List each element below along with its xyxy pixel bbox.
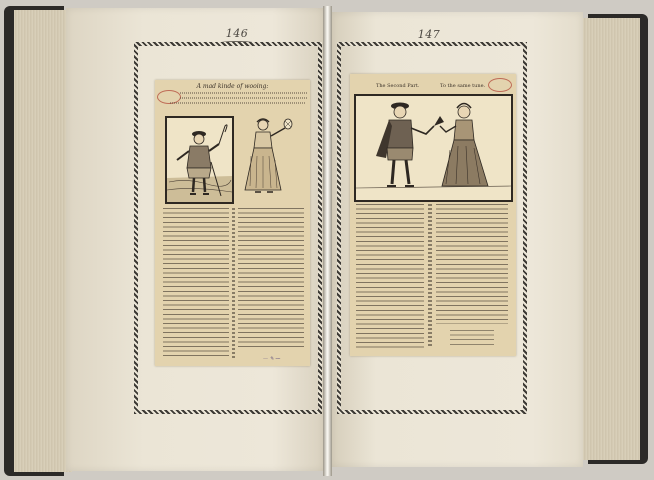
ballad-sheet-left (155, 80, 310, 366)
tune-line: To the same tune. (440, 83, 486, 89)
verse-column-left (356, 204, 424, 348)
left-page-number: 146 (225, 27, 249, 40)
ballad-subtitle-line (170, 102, 305, 104)
book-gutter (323, 6, 332, 476)
woodcut-woman-drawing (241, 116, 299, 200)
woodcut-woman-illustration (241, 116, 299, 200)
right-page-number: 147 (417, 28, 441, 41)
column-divider-ornament (232, 208, 235, 358)
ballad-subtitle-line (180, 97, 308, 99)
woodcut-couple-illustration (354, 94, 513, 202)
part-heading: The Second Part. (376, 83, 420, 89)
library-stamp (488, 78, 512, 92)
ballad-subtitle-line (180, 92, 308, 94)
verse-column-right (238, 208, 304, 348)
page-edges-right (580, 18, 640, 460)
column-divider-ornament (428, 204, 432, 348)
woodcut-man-illustration (165, 116, 234, 204)
woodcut-man-drawing (167, 118, 232, 202)
page-edges-left (14, 10, 72, 472)
imprint-lines (450, 330, 494, 348)
verse-column-left (163, 208, 229, 358)
woodcut-couple-drawing (356, 96, 511, 200)
verse-column-right (436, 204, 508, 324)
handwritten-annotation: — ✎ ⁓ (263, 356, 281, 362)
ballad-sheet-right (350, 74, 516, 356)
ballad-title: A mad kinde of wooing: (196, 83, 269, 90)
